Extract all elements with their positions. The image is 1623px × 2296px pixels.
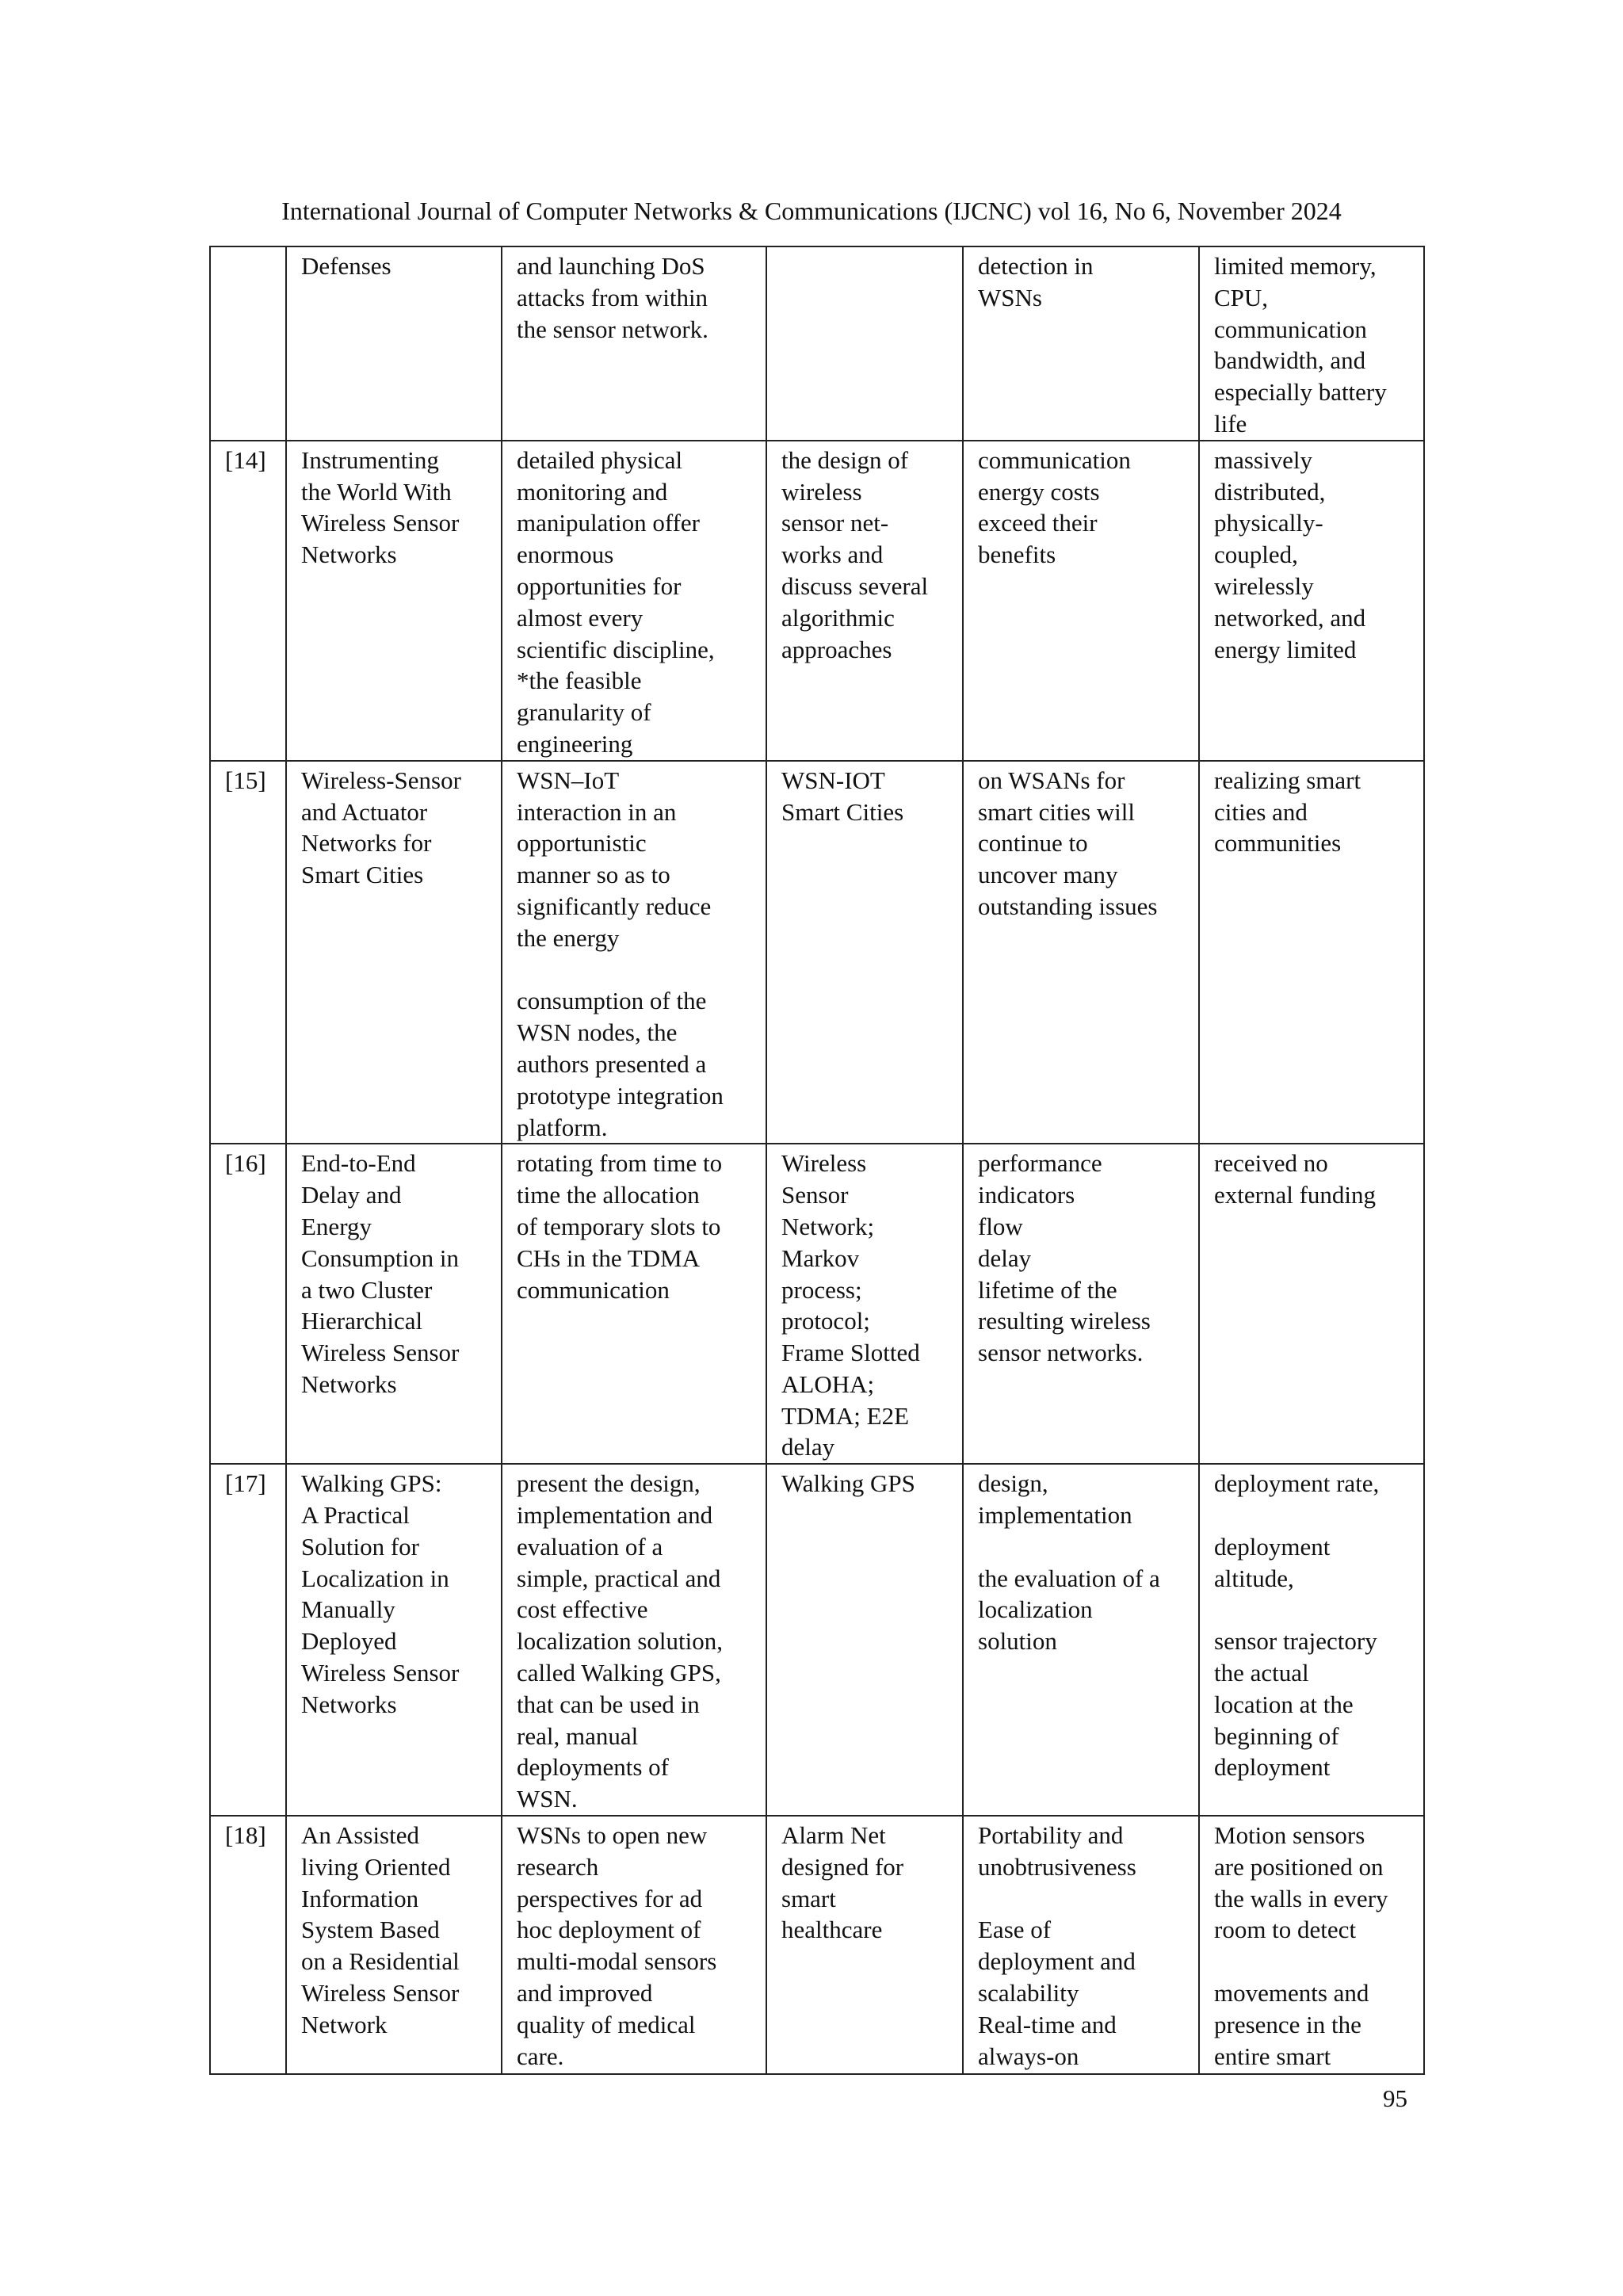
cell: Motion sensors are positioned on the walls in every room to detect movements and presence in the entire smart <box>1199 1816 1424 2074</box>
ref-cell: [18] <box>210 1816 286 2074</box>
cell: the design of wireless sensor net- works and discuss several algorithmic approaches <box>766 441 963 761</box>
title-cell: An Assisted living Oriented Information System Based on a Residential Wireless Sensor Network <box>286 1816 502 2074</box>
cell: Alarm Net designed for smart healthcare <box>766 1816 963 2074</box>
table-row <box>210 246 1424 441</box>
cell: received no external funding <box>1199 1144 1424 1464</box>
page-number: 95 <box>1383 2084 1407 2112</box>
cell: WSN-IOT Smart Cities <box>766 761 963 1144</box>
cell: detection in WSNs <box>963 246 1199 441</box>
title-cell: Instrumenting the World With Wireless Sensor Networks <box>286 441 502 761</box>
cell: WSNs to open new research perspectives for ad hoc deployment of multi-modal sensors and improved quality of medical care. <box>502 1816 766 2074</box>
cell: performance indicators flow delay lifetime of the resulting wireless sensor networks. <box>963 1144 1199 1464</box>
cell <box>766 246 963 441</box>
table-row <box>210 1144 1424 1464</box>
title-cell: Defenses <box>286 246 502 441</box>
cell: deployment rate, deployment altitude, sensor trajectory the actual location at the beginning of deployment <box>1199 1464 1424 1816</box>
cell: detailed physical monitoring and manipulation offer enormous opportunities for almost every scientific discipline, *the feasible granularity of engineering <box>502 441 766 761</box>
title-cell: End-to-End Delay and Energy Consumption in a two Cluster Hierarchical Wireless Sensor Networks <box>286 1144 502 1464</box>
cell: limited memory, CPU, communication bandwidth, and especially battery life <box>1199 246 1424 441</box>
ref-cell: [16] <box>210 1144 286 1464</box>
cell: communication energy costs exceed their benefits <box>963 441 1199 761</box>
cell: present the design, implementation and evaluation of a simple, practical and cost effective localization solution, called Walking GPS, that can be used in real, manual deployments of WSN. <box>502 1464 766 1816</box>
cell: Portability and unobtrusiveness Ease of deployment and scalability Real-time and always-on <box>963 1816 1199 2074</box>
ref-cell: [15] <box>210 761 286 1144</box>
cell: rotating from time to time the allocation of temporary slots to CHs in the TDMA communication <box>502 1144 766 1464</box>
table-row <box>210 761 1424 1144</box>
cell: Walking GPS <box>766 1464 963 1816</box>
cell: and launching DoS attacks from within the sensor network. <box>502 246 766 441</box>
table-row <box>210 1464 1424 1816</box>
cell: design, implementation the evaluation of a localization solution <box>963 1464 1199 1816</box>
cell: Wireless Sensor Network; Markov process; protocol; Frame Slotted ALOHA; TDMA; E2E delay <box>766 1144 963 1464</box>
cell: on WSANs for smart cities will continue to uncover many outstanding issues <box>963 761 1199 1144</box>
cell: massively distributed, physically- coupled, wirelessly networked, and energy limited <box>1199 441 1424 761</box>
ref-cell: [14] <box>210 441 286 761</box>
title-cell: Wireless-Sensor and Actuator Networks for Smart Cities <box>286 761 502 1144</box>
literature-comparison-table <box>209 246 1425 2075</box>
cell: WSN–IoT interaction in an opportunistic manner so as to significantly reduce the energy consumption of the WSN nodes, the authors presented a prototype integration platform. <box>502 761 766 1144</box>
ref-cell: [17] <box>210 1464 286 1816</box>
title-cell: Walking GPS: A Practical Solution for Localization in Manually Deployed Wireless Sensor Networks <box>286 1464 502 1816</box>
ref-cell <box>210 246 286 441</box>
journal-header: International Journal of Computer Networks & Communications (IJCNC) vol 16, No 6, November 2024 <box>281 197 1342 225</box>
cell: realizing smart cities and communities <box>1199 761 1424 1144</box>
table-row <box>210 441 1424 761</box>
table-row <box>210 1816 1424 2074</box>
